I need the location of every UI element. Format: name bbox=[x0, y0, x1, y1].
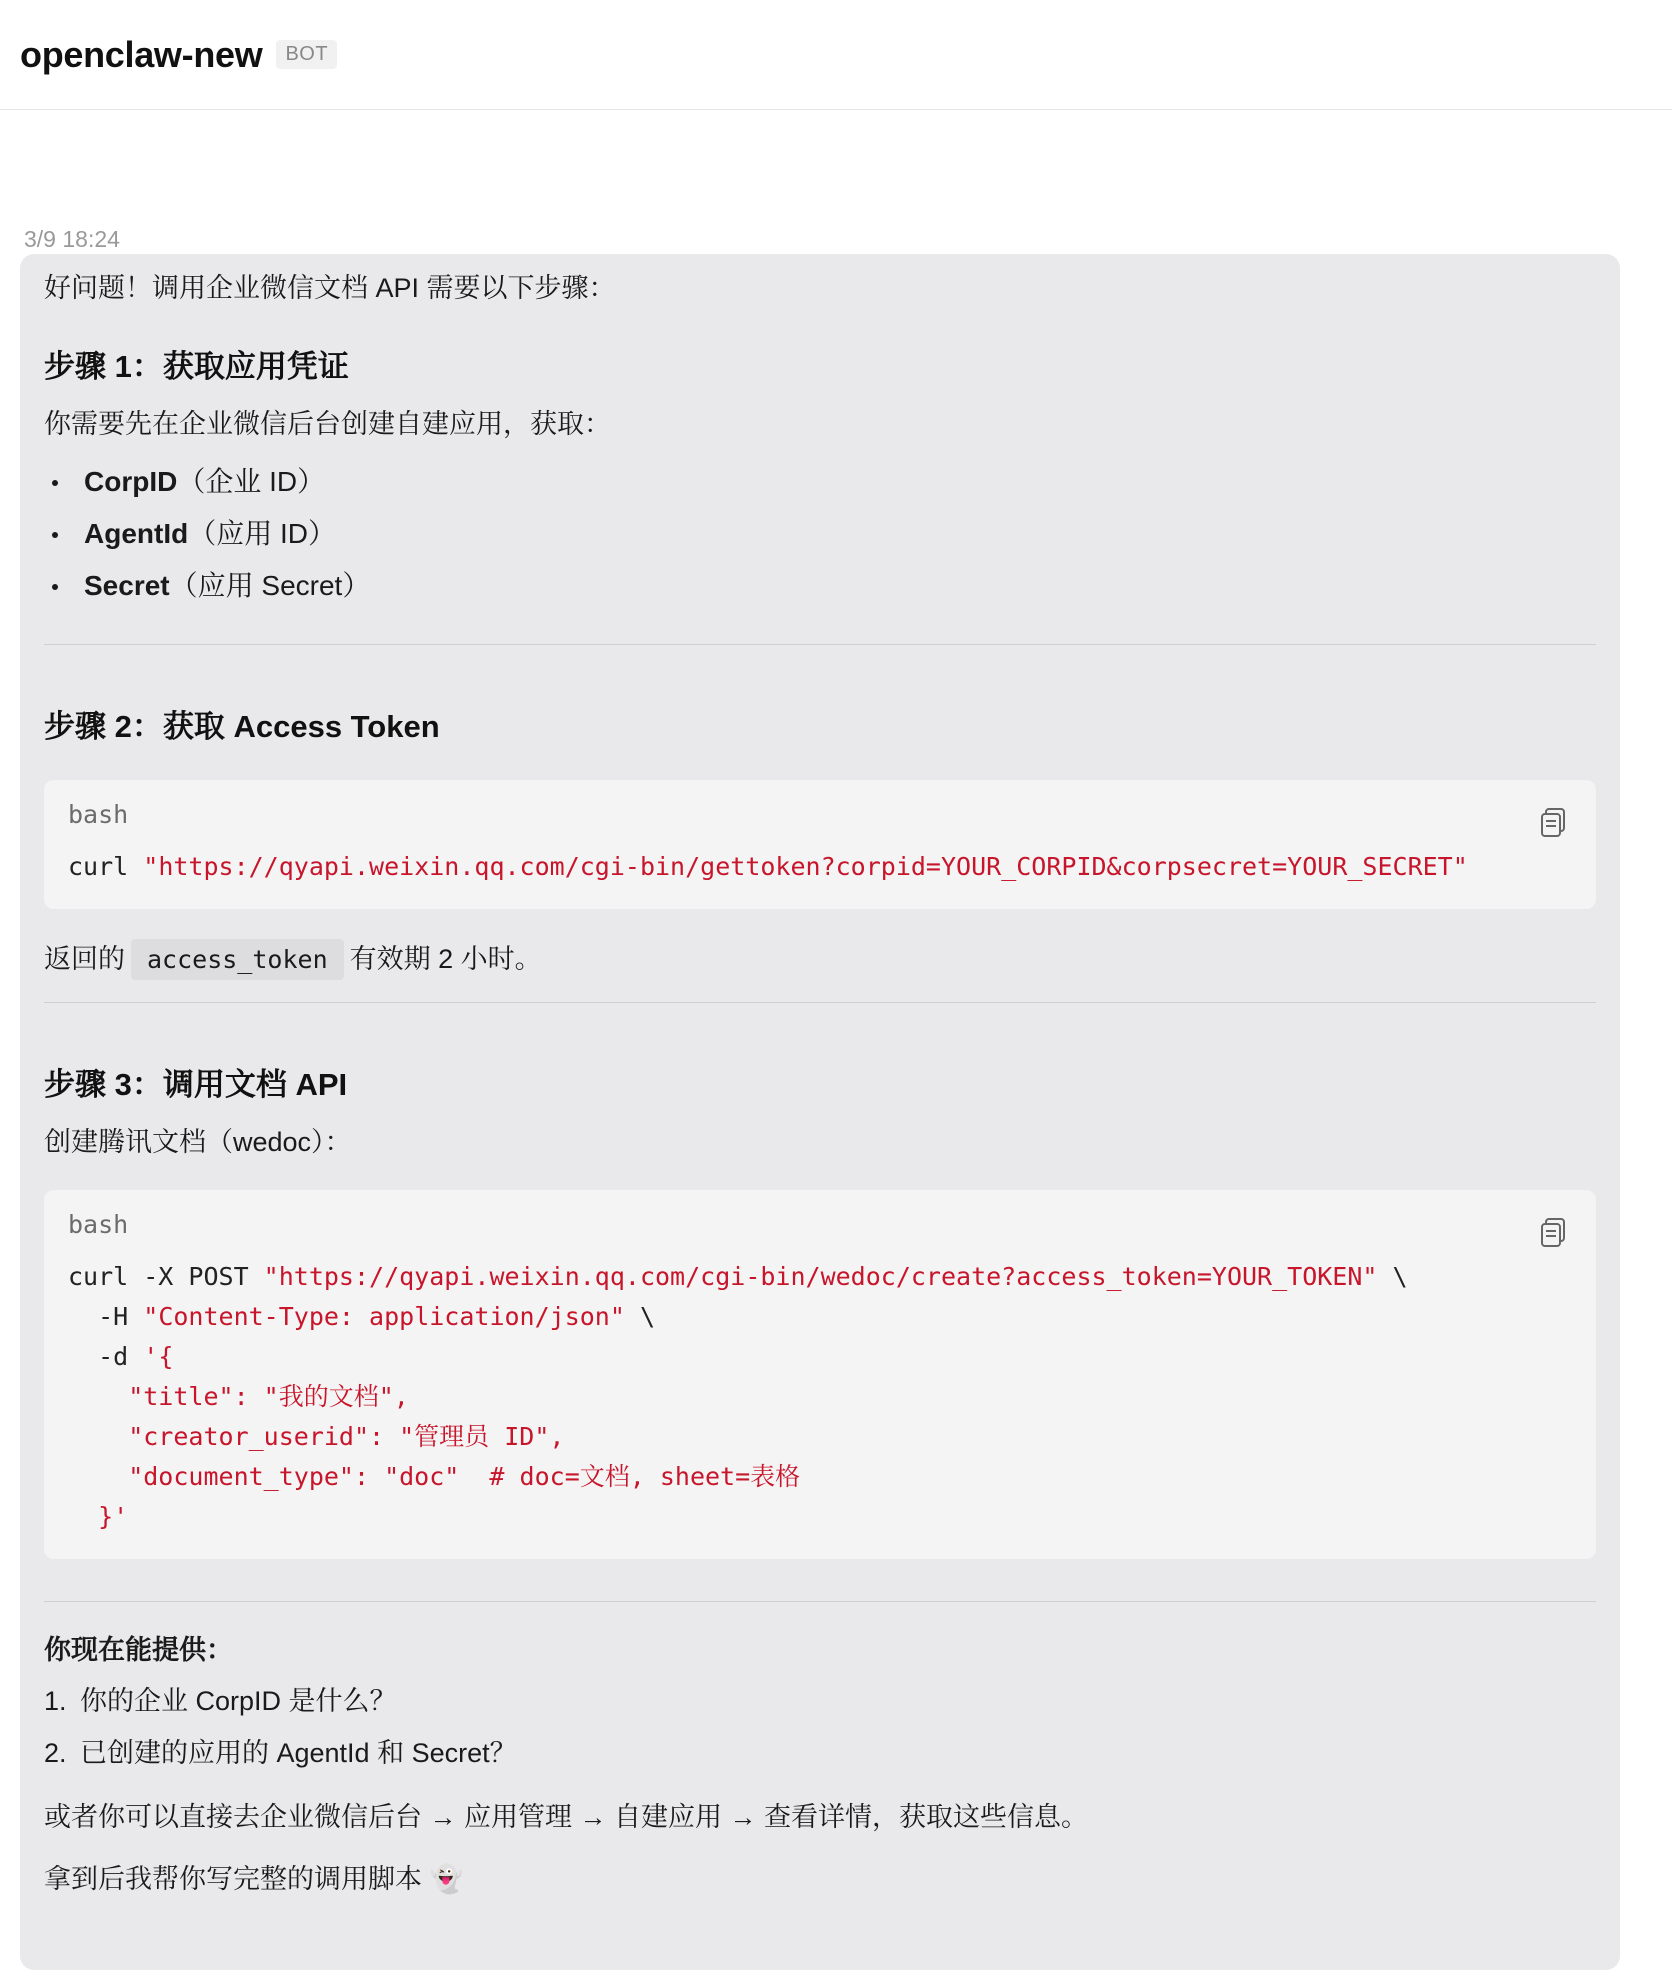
message-bubble bbox=[20, 254, 1620, 1970]
ask-heading: 你现在能提供： bbox=[44, 1635, 233, 1665]
divider bbox=[44, 1002, 1596, 1003]
step2-heading: 步骤 2：获取 Access Token bbox=[44, 709, 440, 744]
code-content: curl -X POST "https://qyapi.weixin.qq.com/cgi-bin/wedoc/create?access_token=YOUR_TOKEN" \ -H "Content-Type: application/json" \ -d '{ "title": "我的文档", "creator_userid": "管理员 ID", "document_type": "doc" # doc=文档, sheet=表格 }' bbox=[68, 1262, 1408, 1531]
list-item: 1. 你的企业 CorpID 是什么？ bbox=[44, 1685, 397, 1716]
token-expiry-text: 返回的 access_token 有效期 2 小时。 bbox=[44, 939, 1596, 980]
divider bbox=[44, 1601, 1596, 1602]
list-item bbox=[44, 560, 1596, 612]
chat-title: openclaw-new bbox=[20, 33, 263, 75]
step1-text: 你需要先在企业微信后台创建自建应用，获取： bbox=[44, 408, 611, 439]
intro-text: 好问题！调用企业微信文档 API 需要以下步骤： bbox=[44, 273, 616, 303]
credential-desc: （企业 ID） bbox=[177, 466, 326, 497]
step3-heading: 步骤 3：调用文档 API bbox=[44, 1066, 348, 1102]
code-block-create-doc bbox=[44, 1190, 1596, 1559]
code-language-label: bash bbox=[68, 800, 129, 829]
bot-badge: BOT bbox=[276, 40, 337, 69]
code-content: curl "https://qyapi.weixin.qq.com/cgi-bin/gettoken?corpid=YOUR_CORPID&corpsecret=YOUR_SECRET" bbox=[68, 852, 1468, 881]
list-item bbox=[44, 456, 1596, 508]
closing-text: 拿到后我帮你写完整的调用脚本 👻 bbox=[44, 1864, 464, 1894]
list-item bbox=[44, 508, 1596, 560]
message-timestamp: 3/9 18:24 bbox=[24, 226, 120, 252]
divider bbox=[44, 644, 1596, 645]
copy-icon[interactable] bbox=[1540, 808, 1566, 838]
credential-name: Secret bbox=[84, 570, 170, 601]
credential-desc: （应用 Secret） bbox=[169, 570, 371, 601]
code-language-label: bash bbox=[68, 1210, 129, 1239]
copy-icon[interactable] bbox=[1540, 1218, 1566, 1248]
credential-name: AgentId bbox=[84, 518, 189, 549]
list-item: 2. 已创建的应用的 AgentId 和 Secret？ bbox=[44, 1737, 517, 1768]
credential-list bbox=[44, 456, 1596, 612]
ask-list bbox=[44, 1675, 1596, 1779]
inline-code: access_token bbox=[131, 939, 344, 980]
credential-name: CorpID bbox=[84, 466, 178, 497]
chat-header bbox=[0, 0, 1672, 110]
step1-heading: 步骤 1：获取应用凭证 bbox=[44, 348, 349, 384]
code-block-gettoken bbox=[44, 780, 1596, 909]
step3-text: 创建腾讯文档（wedoc）： bbox=[44, 1126, 352, 1157]
ghost-emoji-icon: 👻 bbox=[429, 1864, 464, 1894]
alternative-text: 或者你可以直接去企业微信后台 → 应用管理 → 自建应用 → 查看详情，获取这些信息。 bbox=[44, 1801, 1089, 1832]
credential-desc: （应用 ID） bbox=[188, 518, 336, 549]
